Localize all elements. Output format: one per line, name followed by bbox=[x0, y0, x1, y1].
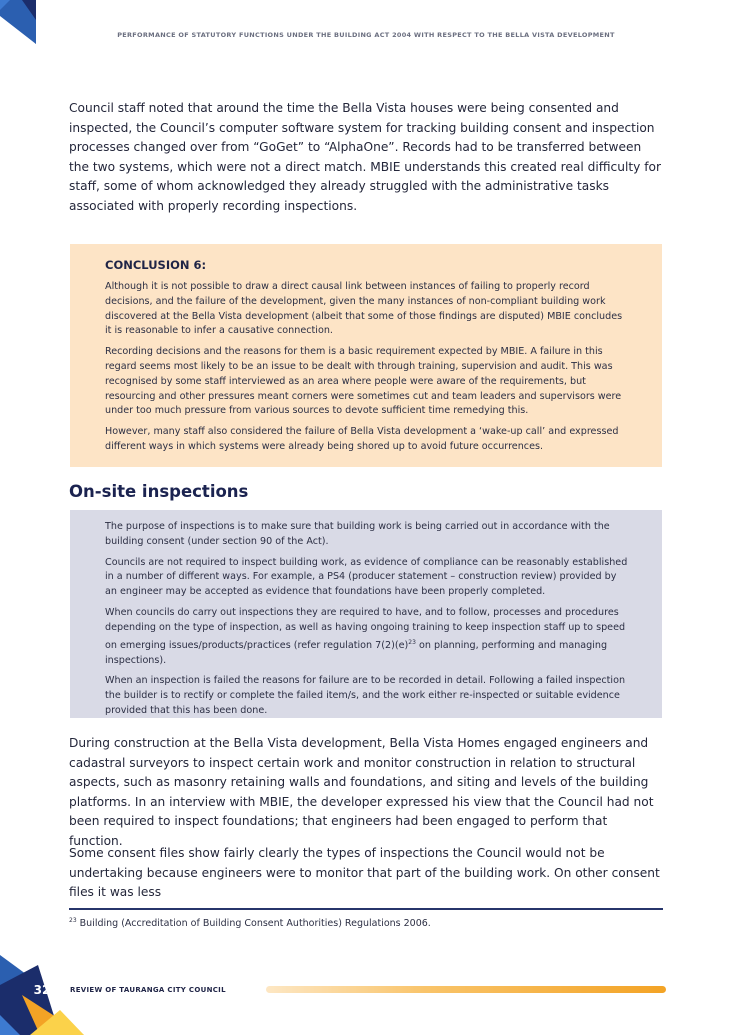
body-paragraph: During construction at the Bella Vista development, Bella Vista Homes engaged engineers and cadastral surveyors to inspect certain work and monitor construction in relation to structural aspects, such as masonry retaining walls and foundations, and siting and levels of the building platforms. In an interview with MBIE, the developer expressed his view that the Council had not been required to inspect foundations; that engineers had been engaged to perform that function. bbox=[69, 736, 654, 848]
onsite-inspections-box bbox=[70, 510, 662, 718]
footer-title: REVIEW OF TAURANGA CITY COUNCIL bbox=[70, 986, 226, 994]
conclusion-paragraph: However, many staff also considered the failure of Bella Vista development a ‘wake-up call’ and expressed different ways in which systems were already being shored up to avoid future occurrences. bbox=[105, 426, 619, 452]
conclusion-box bbox=[70, 244, 662, 467]
onsite-paragraph: The purpose of inspections is to make sure that building work is being carried out in accordance with the building consent (under section 90 of the Act). bbox=[105, 521, 610, 547]
footnote bbox=[69, 917, 431, 929]
onsite-paragraph bbox=[105, 606, 628, 668]
footnote-divider bbox=[69, 908, 663, 910]
onsite-paragraph-text: on planning, performing and managing inspections). bbox=[105, 639, 608, 666]
conclusion-title: CONCLUSION 6: bbox=[105, 258, 207, 272]
footnote-number: 23 bbox=[69, 917, 77, 924]
running-header: PERFORMANCE OF STATUTORY FUNCTIONS UNDER THE BUILDING ACT 2004 WITH RESPECT TO THE BELLA VISTA DEVELOPMENT bbox=[117, 31, 615, 39]
footnote-text: Building (Accreditation of Building Consent Authorities) Regulations 2006. bbox=[79, 918, 431, 930]
onsite-paragraph: Councils are not required to inspect building work, as evidence of compliance can be reasonably established in a number of different ways. For example, a PS4 (producer statement – construction review) provided by an engineer may be accepted as evidence that foundations have been properly completed. bbox=[105, 556, 628, 598]
conclusion-paragraph: Although it is not possible to draw a direct causal link between instances of failing to properly record decisions, and the failure of the development, given the many instances of non-compliant building work discovered at the Bella Vista development (albeit that some of those findings are disputed) MBIE concludes it is reasonable to infer a causative connection. bbox=[105, 281, 623, 337]
body-paragraph: Some consent files show fairly clearly the types of inspections the Council would not be undertaking because engineers were to monitor that part of the building work. On other consent files it was less bbox=[69, 846, 660, 900]
onsite-paragraph-text: When councils do carry out inspections they are required to have, and to follow, processes and procedures depending on the type of inspection, as well as having ongoing training to keep inspection staff up to speed on emerging issues/products/practices (refer regulation 7(2)(e) bbox=[105, 606, 626, 651]
intro-paragraph: Council staff noted that around the time the Bella Vista houses were being consented and inspected, the Council’s computer software system for tracking building consent and inspection processes changed over from “GoGet” to “AlphaOne”. Records had to be transferred between the two systems, which were not a direct match. MBIE understands this created real difficulty for staff, some of whom acknowledged they already struggled with the administrative tasks associated with properly recording inspections. bbox=[69, 101, 661, 213]
page-number: 32 bbox=[33, 983, 51, 997]
footer-accent-bar bbox=[266, 986, 666, 993]
conclusion-paragraph: Recording decisions and the reasons for them is a basic requirement expected by MBIE. A failure in this regard seems most likely to be an issue to be dealt with through training, supervision and audit. This was recognised by some staff interviewed as an area where people were aware of the requirements, but resourcing and other pressures meant corners were sometimes cut and team leaders and supervisors were under too much pressure from various sources to devote sufficient time remedying this. bbox=[105, 346, 622, 417]
onsite-paragraph: When an inspection is failed the reasons for failure are to be recorded in detail. Following a failed inspection the builder is to rectify or complete the failed item/s, and the work either re-inspected or suitable evidence provided that this has been done. bbox=[105, 675, 626, 716]
section-heading: On-site inspections bbox=[69, 482, 249, 501]
footnote-reference[interactable]: 23 bbox=[408, 638, 416, 646]
